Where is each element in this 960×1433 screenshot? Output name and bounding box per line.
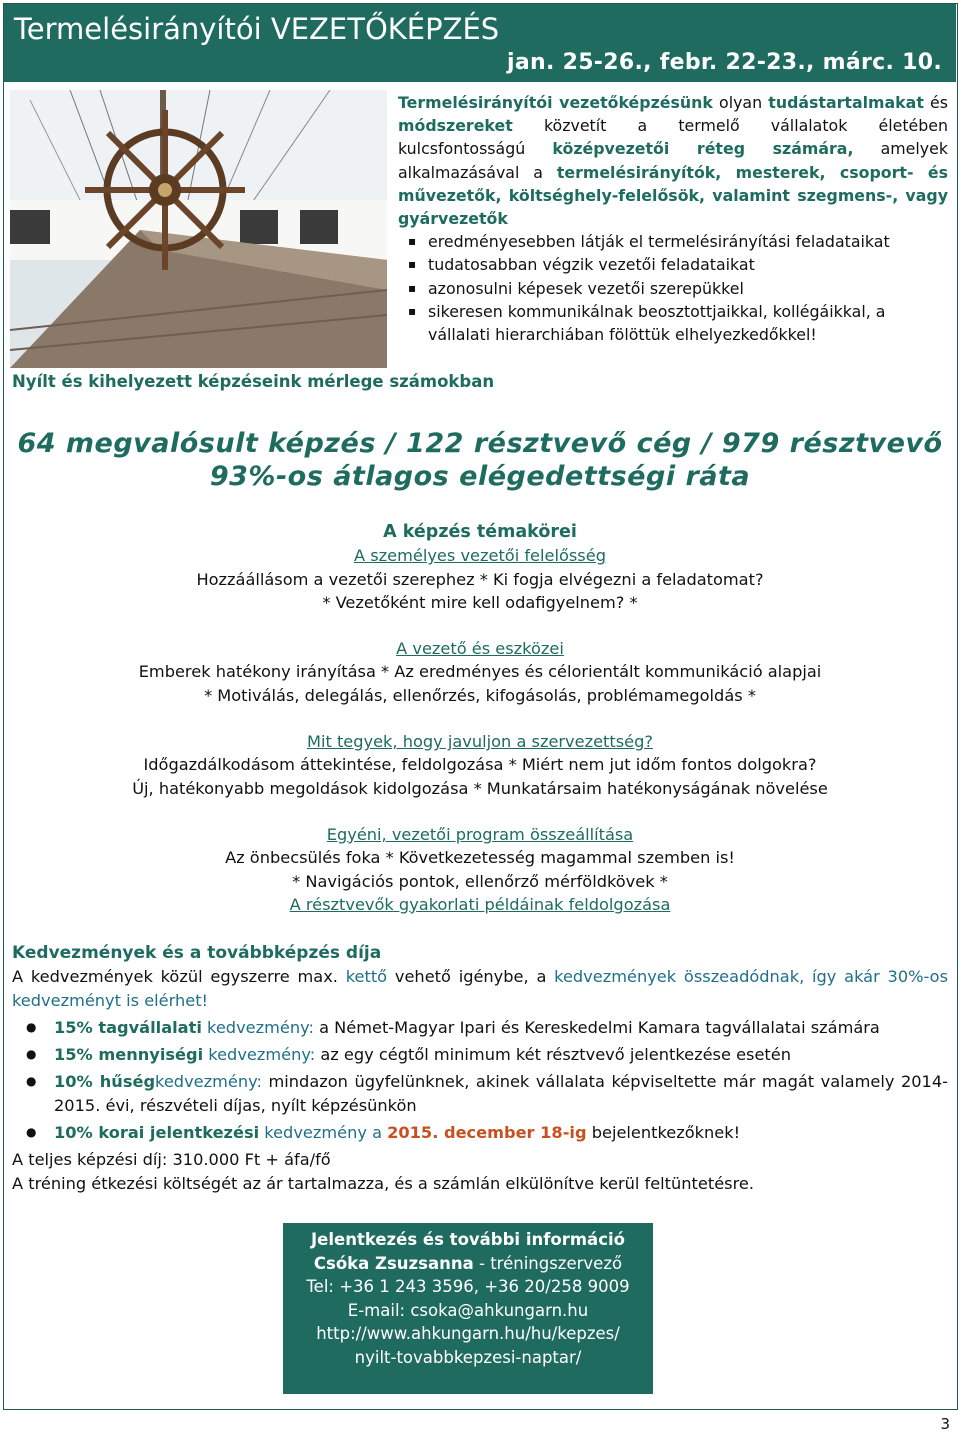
intro-bullet: ▪ eredményesebben látják el termelésirányítási feladataikat [398, 230, 948, 253]
discount-keyword: kedvezmény: [203, 1045, 316, 1065]
discount-desc: mindazon ügyfelünknek, akinek vállalata képviseltette már magát valamely 2014-2015. évi, részvételi díjas, nyílt képzésünkön [54, 1072, 948, 1115]
course-fee: A teljes képzési díj: 310.000 Ft + áfa/fő [12, 1150, 331, 1170]
benefits-section [12, 942, 948, 1195]
stats-line-2: 93%-os átlagos elégedettségi ráta [209, 461, 751, 492]
topic-2-line: Emberek hatékony irányítása * Az eredményes és célorientált kommunikáció alapjai [138, 662, 822, 682]
topic-1-line: Hozzáállásom a vezetői szerephez * Ki fogja elvégezni a feladatomat? [196, 569, 764, 589]
contact-phone: Tel: +36 1 243 3596, +36 20/258 9009 [306, 1277, 630, 1296]
intro-target-roles: termelésirányítók, mesterek, csoport- és művezetők, költséghely-felelősök, valamint szegmens-, vagy gyárvezetők [398, 162, 949, 229]
contact-url-cont[interactable]: nyilt-tovabbkepzesi-naptar/ [354, 1347, 582, 1367]
stats-heading: Nyílt és kihelyezett képzéseink mérlege számokban [12, 372, 495, 391]
benefits-intro-text: vehető igénybe, a [387, 967, 555, 987]
intro-bullet: ▪ azonosulni képesek vezetői szerepükkel [398, 277, 948, 300]
contact-box [283, 1223, 653, 1394]
intro-text-part: olyan [712, 93, 769, 112]
page-number: 3 [940, 1415, 950, 1433]
discount-deadline: 2015. december 18-ig [387, 1123, 587, 1143]
intro-bullet-list [398, 230, 948, 346]
contact-email[interactable]: E-mail: csoka@ahkungarn.hu [347, 1300, 589, 1320]
contact-role: - tréningszervező [473, 1253, 623, 1273]
discount-desc: bejelentkezőknek! [586, 1123, 741, 1143]
intro-highlight: középvezetői réteg számára, [552, 139, 854, 159]
ship-wheel-photo [10, 90, 387, 368]
topic-2-line: * Motiválás, delegálás, ellenőrzés, kifogásolás, problémamegoldás * [204, 685, 756, 705]
discount-item [12, 1121, 948, 1144]
intro-lead: Termelésirányítói vezetőképzésünk [398, 93, 713, 112]
topic-2-title: A vezető és eszközei [396, 639, 564, 659]
intro-bullet: ▪ sikeresen kommunikálnak beosztottjaikkal, kollégáikkal, a vállalati hierarchiában fölöttük elhelyezkedőkkel! [398, 300, 948, 346]
topics-section [0, 521, 960, 916]
benefits-heading: Kedvezmények és a továbbképzés díja [12, 943, 382, 963]
discount-item [12, 1016, 948, 1039]
discount-percent: 10% korai jelentkezési [54, 1123, 260, 1143]
discount-item [12, 1043, 948, 1066]
discount-percent: 15% mennyiségi [54, 1045, 204, 1065]
intro-text-part: közvetít a termelő vállalatok életében kulcsfontosságú [398, 116, 948, 159]
discount-percent: 10% hűség [54, 1072, 156, 1092]
benefits-intro [12, 965, 948, 1012]
topic-4-title: Egyéni, vezetői program összeállítása [326, 824, 634, 844]
topic-3-line: Új, hatékonyabb megoldások kidolgozása * Munkatársaim hatékonyságának növelése [132, 778, 828, 798]
intro-highlight: módszereket [398, 116, 513, 136]
discount-keyword: kedvezmény: [155, 1072, 262, 1092]
contact-url[interactable]: http://www.ahkungarn.hu/hu/kepzes/ [316, 1324, 620, 1343]
intro-bullet: ▪ tudatosabban végzik vezetői feladataikat [398, 253, 948, 276]
topic-4-extra: A résztvevők gyakorlati példáinak feldolgozása [289, 894, 671, 914]
intro-text [398, 91, 948, 346]
benefits-intro-highlight: kettő [345, 967, 388, 987]
benefits-intro-highlight: kedvezmények összeadódnak, így akár 30%-os kedvezményt is elérhet! [12, 967, 949, 1010]
discount-list [12, 1016, 948, 1144]
header-bar [4, 4, 956, 82]
discount-keyword: kedvezmény: [201, 1017, 314, 1037]
topic-4-line: * Navigációs pontok, ellenőrző mérföldkövek * [292, 871, 668, 891]
contact-title: Jelentkezés és további információ [311, 1230, 625, 1249]
topic-3-line: Időgazdálkodásom áttekintése, feldolgozása * Miért nem jut időm fontos dolgokra? [143, 755, 817, 775]
course-dates: jan. 25-26., febr. 22-23., márc. 10. [507, 50, 942, 75]
topic-4-line: Az önbecsülés foka * Következetesség magammal szemben is! [225, 848, 735, 868]
intro-text-part: amelyek alkalmazásával a [398, 139, 948, 182]
intro-text-part: és [923, 93, 948, 112]
discount-keyword: kedvezmény a [259, 1123, 388, 1143]
contact-name: Csóka Zsuzsanna [313, 1253, 474, 1273]
stats-line-1: 64 megvalósult képzés / 122 résztvevő cég / 979 résztvevő [17, 428, 943, 459]
page-title: Termelésirányítói VEZETŐKÉPZÉS [14, 12, 500, 46]
discount-desc: a Német-Magyar Ipari és Kereskedelmi Kamara tagvállalatai számára [313, 1017, 880, 1037]
topic-1-line: * Vezetőként mire kell odafigyelnem? * [322, 592, 638, 612]
discount-desc: az egy cégtől minimum két résztvevő jelentkezése esetén [315, 1045, 792, 1065]
topic-3-title: Mit tegyek, hogy javuljon a szervezettség? [306, 732, 654, 752]
contact-person [283, 1252, 653, 1276]
discount-item [12, 1070, 948, 1117]
topic-1-title: A személyes vezetői felelősség [354, 546, 606, 566]
topics-heading: A képzés témakörei [383, 522, 577, 542]
meal-note: A tréning étkezési költségét az ár tartalmazza, és a számlán elkülönítve kerül feltüntetésre. [12, 1173, 754, 1193]
intro-highlight: tudástartalmakat [768, 93, 924, 112]
discount-percent: 15% tagvállalati [54, 1017, 202, 1037]
benefits-intro-text: A kedvezmények közül egyszerre max. [12, 967, 346, 987]
